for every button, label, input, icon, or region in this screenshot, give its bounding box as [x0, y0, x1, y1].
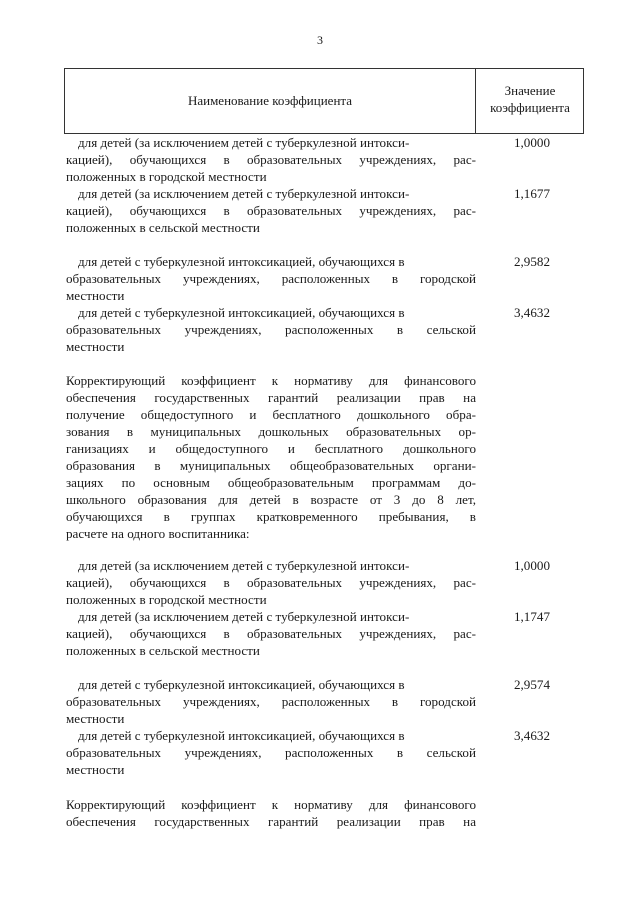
row-line: для детей с туберкулезной интоксикацией, обучающихся в: [78, 305, 405, 320]
paragraph-line: Корректирующий коэффициент к нормативу для финансового: [66, 373, 476, 388]
paragraph-line: образования в муниципальных общеобразовательных органи-: [66, 458, 476, 473]
coefficient-row-text: [66, 185, 476, 236]
row-line: местности: [66, 288, 125, 303]
row-line: образовательных учреждениях, расположенных в городской: [66, 271, 476, 286]
paragraph-line: ганизациях и общедоступного и бесплатного дошкольного: [66, 441, 476, 456]
coefficient-value: 1,0000: [513, 558, 550, 573]
header-value-line2: коэффициента: [490, 100, 570, 115]
row-line: для детей (за исключением детей с туберкулезной интокси-: [78, 186, 410, 201]
coefficient-row-text: [66, 557, 476, 608]
row-line: местности: [66, 711, 125, 726]
coefficient-value: 2,9574: [513, 677, 550, 692]
paragraph-line: школьного образования для детей в возрасте от 3 до 8 лет,: [66, 492, 476, 507]
coefficient-value: 1,1747: [513, 609, 550, 624]
paragraph-line: обеспечения государственных гарантий реализации прав на: [66, 390, 476, 405]
row-line: положенных в городской местности: [66, 169, 267, 184]
section-paragraph: [66, 796, 476, 830]
paragraph-line: Корректирующий коэффициент к нормативу для финансового: [66, 797, 476, 812]
row-line: кацией), обучающихся в образовательных учреждениях, рас-: [66, 152, 476, 167]
coefficient-row-text: [66, 727, 476, 778]
header-coefficient-value: [476, 82, 584, 116]
coefficient-row-text: [66, 304, 476, 355]
coefficient-value: 3,4632: [513, 728, 550, 743]
row-line: кацией), обучающихся в образовательных учреждениях, рас-: [66, 626, 476, 641]
row-line: положенных в городской местности: [66, 592, 267, 607]
row-line: образовательных учреждениях, расположенных в сельской: [66, 322, 476, 337]
header-coefficient-name: Наименование коэффициента: [187, 93, 353, 108]
row-line: образовательных учреждениях, расположенных в городской: [66, 694, 476, 709]
row-line: кацией), обучающихся в образовательных учреждениях, рас-: [66, 575, 476, 590]
coefficient-row-text: [66, 608, 476, 659]
row-line: для детей (за исключением детей с туберкулезной интокси-: [78, 135, 410, 150]
header-value-line1: Значение: [504, 83, 556, 98]
row-line: для детей с туберкулезной интоксикацией, обучающихся в: [78, 677, 405, 692]
coefficient-row-text: [66, 134, 476, 185]
row-line: местности: [66, 762, 125, 777]
paragraph-line: получение общедоступного и бесплатного дошкольного обра-: [66, 407, 476, 422]
coefficient-row-text: [66, 676, 476, 727]
row-line: положенных в сельской местности: [66, 643, 260, 658]
paragraph-line: зациях по основным общеобразовательным программам до-: [66, 475, 476, 490]
table-header: [64, 68, 584, 134]
paragraph-line: расчете на одного воспитанника:: [66, 526, 250, 541]
coefficient-value: 2,9582: [513, 254, 550, 269]
row-line: положенных в сельской местности: [66, 220, 260, 235]
coefficient-row-text: [66, 253, 476, 304]
row-line: для детей с туберкулезной интоксикацией, обучающихся в: [78, 254, 405, 269]
section-paragraph: [66, 372, 476, 542]
paragraph-line: обучающихся в группах кратковременного пребывания, в: [66, 509, 476, 524]
paragraph-line: зования в муниципальных дошкольных образовательных ор-: [66, 424, 476, 439]
row-line: местности: [66, 339, 125, 354]
page-number: 3: [317, 33, 323, 47]
coefficient-value: 1,0000: [513, 135, 550, 150]
row-line: для детей с туберкулезной интоксикацией, обучающихся в: [78, 728, 405, 743]
row-line: для детей (за исключением детей с туберкулезной интокси-: [78, 558, 410, 573]
row-line: образовательных учреждениях, расположенных в сельской: [66, 745, 476, 760]
paragraph-line: обеспечения государственных гарантий реализации прав на: [66, 814, 476, 829]
row-line: кацией), обучающихся в образовательных учреждениях, рас-: [66, 203, 476, 218]
coefficient-value: 1,1677: [513, 186, 550, 201]
coefficient-value: 3,4632: [513, 305, 550, 320]
row-line: для детей (за исключением детей с туберкулезной интокси-: [78, 609, 410, 624]
